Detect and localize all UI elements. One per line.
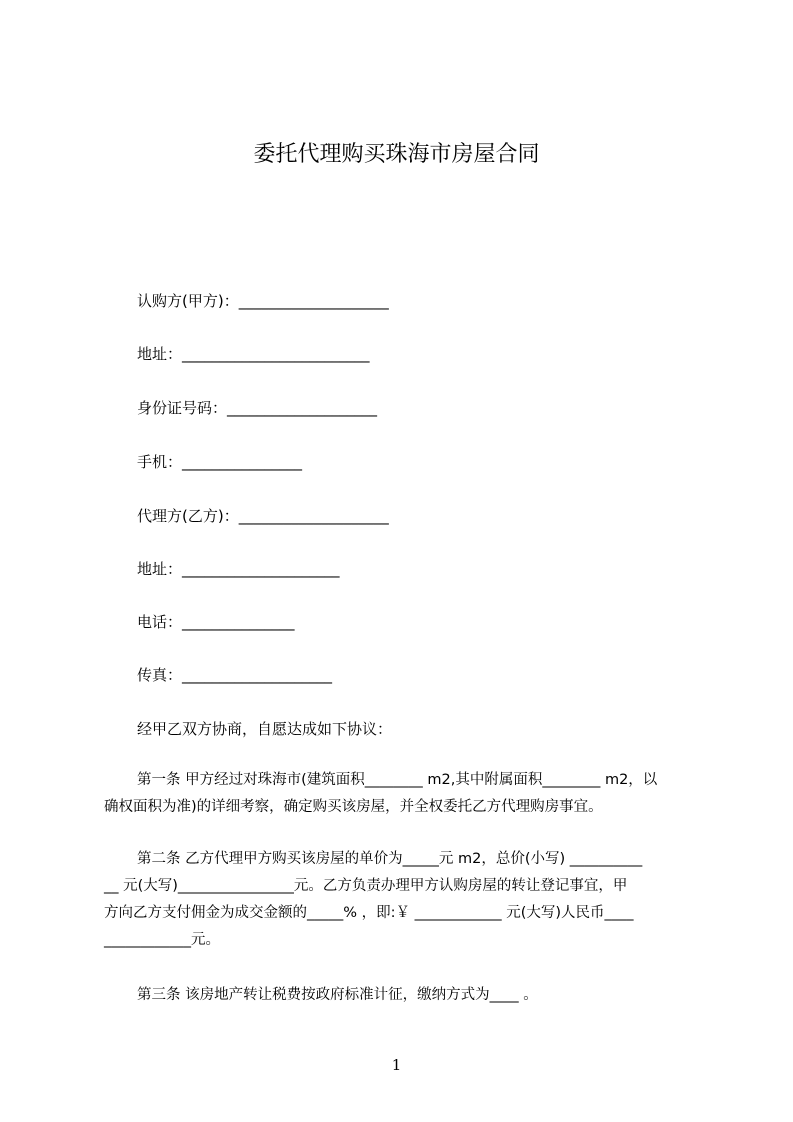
agent-address-field: 地址：_____________________ <box>137 560 340 578</box>
page-number: 1 <box>391 1056 402 1074</box>
mobile-field: 手机：________________ <box>137 453 303 471</box>
fax-field: 传真：____________________ <box>137 666 333 684</box>
article-2-line-4: ____________元。 <box>104 932 220 948</box>
buyer-address-field: 地址：_________________________ <box>137 345 370 363</box>
document-title: 委托代理购买珠海市房屋合同 <box>253 142 540 167</box>
article-1-line-1: 第一条 甲方经过对珠海市(建筑面积________ m2,其中附属面积________ m2，以 <box>137 772 658 788</box>
id-number-field: 身份证号码：____________________ <box>137 399 378 417</box>
article-2-line-1: 第二条 乙方代理甲方购买该房屋的单价为_____元 m2，总价(小写) __________ <box>137 851 643 867</box>
buyer-field: 认购方(甲方)：____________________ <box>137 292 389 310</box>
article-3: 第三条 该房地产转让税费按政府标准计征，缴纳方式为____ 。 <box>137 987 538 1003</box>
article-2-line-2: __ 元(大写)________________元。乙方负责办理甲方认购房屋的转让登记事宜，甲 <box>104 878 628 894</box>
article-1 <box>104 767 704 821</box>
agreement-intro: 经甲乙双方协商，自愿达成如下协议： <box>137 720 393 738</box>
article-1-line-2: 确权面积为准)的详细考察，确定购买该房屋，并全权委托乙方代理购房事宜。 <box>104 799 603 815</box>
article-2-line-3: 方向乙方支付佣金为成交金额的_____% ，即:￥ ____________ 元(大写)人民币____ <box>104 905 634 921</box>
agent-field: 代理方(乙方)：____________________ <box>137 507 389 525</box>
article-2 <box>104 846 704 954</box>
phone-field: 电话：_______________ <box>137 613 295 631</box>
